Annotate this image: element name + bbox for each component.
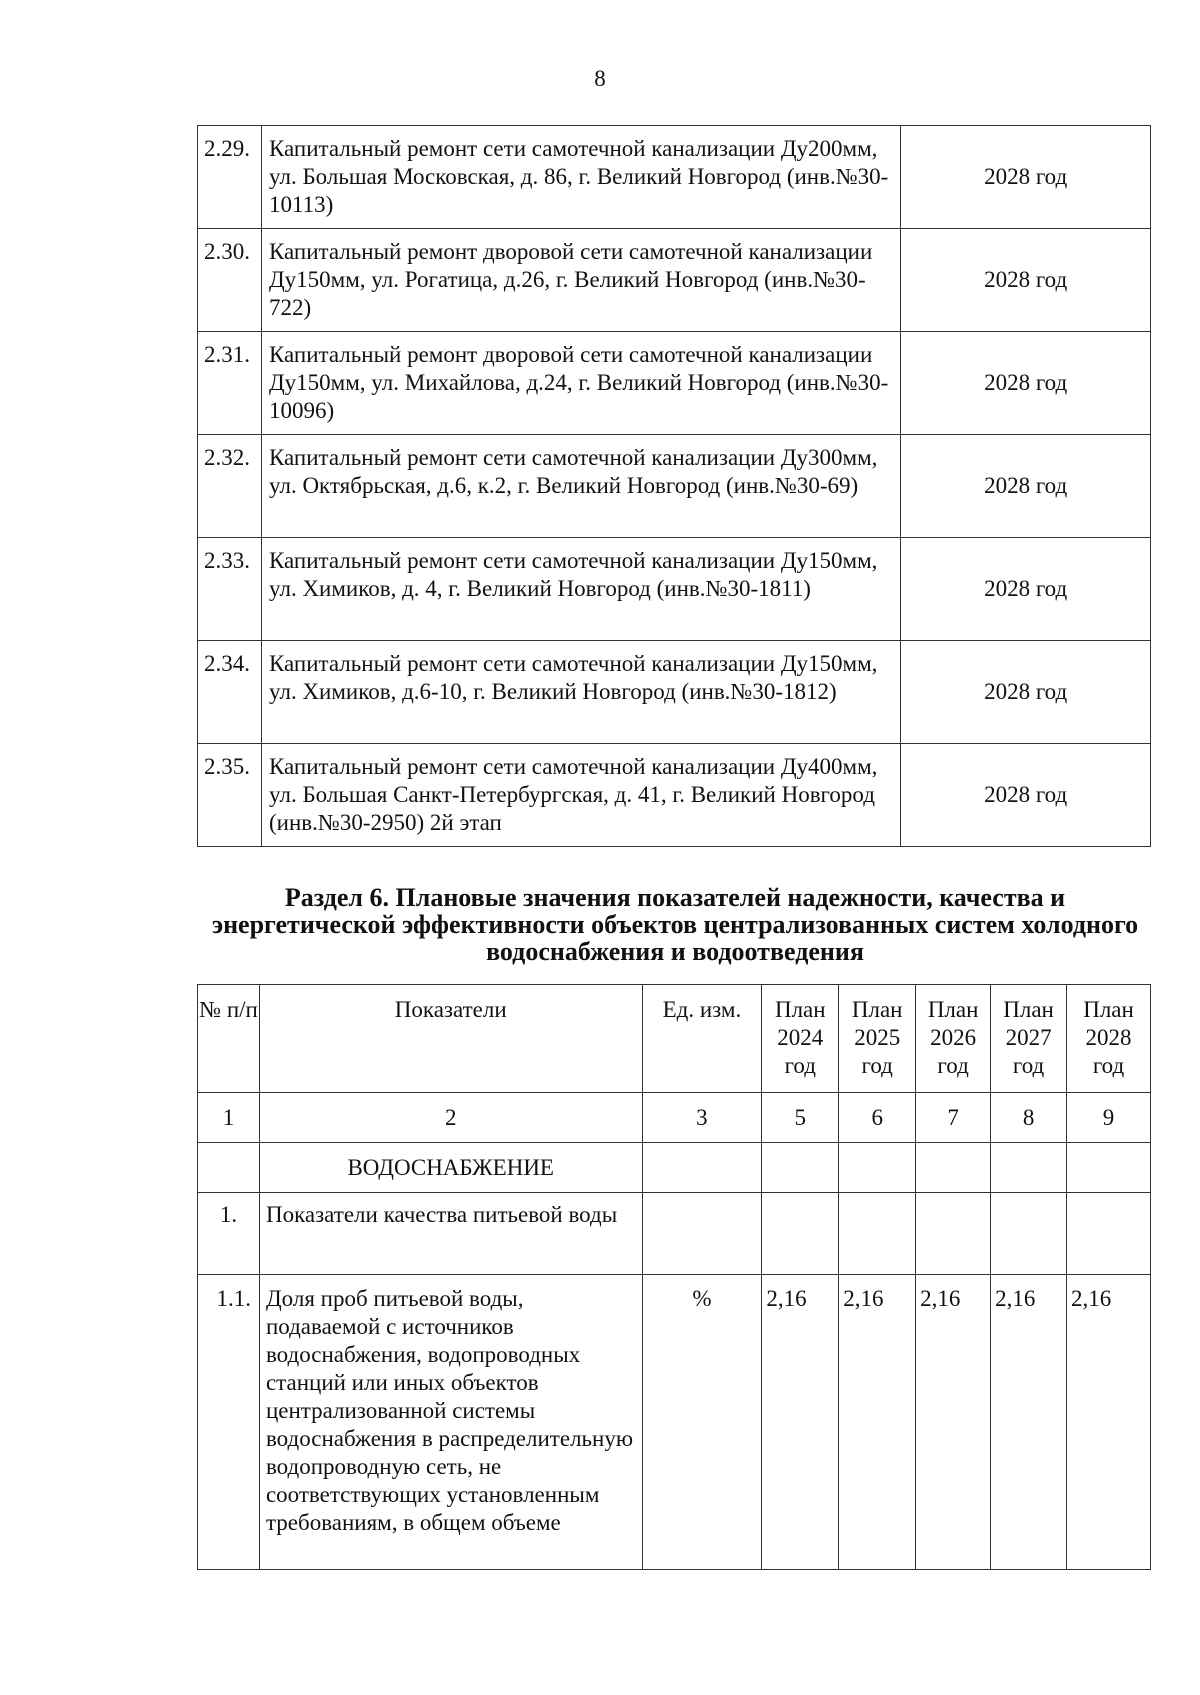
empty-cell <box>991 1143 1067 1193</box>
column-number: 1 <box>198 1093 260 1143</box>
empty-cell <box>839 1143 916 1193</box>
indicators-table <box>197 984 1151 1570</box>
repair-row <box>198 538 1151 641</box>
repair-year: 2028 год <box>901 126 1151 229</box>
header-cell: Ед. изм. <box>642 985 762 1093</box>
section-row <box>198 1143 1151 1193</box>
indicator-text: Доля проб питьевой воды, подаваемой с источников водоснабжения, водопроводных станций или иных объектов централизованной системы водоснабжения в распределительную водопроводную сеть, не соответствующих установленным требованиям, в общем объеме <box>259 1275 642 1570</box>
header-cell: План 2025 год <box>839 985 916 1093</box>
plan-value: 2,16 <box>991 1275 1067 1570</box>
empty-cell <box>762 1193 839 1275</box>
plan-value: 2,16 <box>762 1275 839 1570</box>
plan-value: 2,16 <box>916 1275 991 1570</box>
repair-year: 2028 год <box>901 229 1151 332</box>
column-number: 7 <box>916 1093 991 1143</box>
repair-number: 2.30. <box>198 229 262 332</box>
repair-description: Капитальный ремонт дворовой сети самотечной канализации Ду150мм, ул. Михайлова, д.24, г. Великий Новгород (инв.№30-10096) <box>261 332 900 435</box>
header-cell: План 2024 год <box>762 985 839 1093</box>
repair-description: Капитальный ремонт сети самотечной канализации Ду150мм, ул. Химиков, д.6-10, г. Великий Новгород (инв.№30-1812) <box>261 641 900 744</box>
header-cell: План 2026 год <box>916 985 991 1093</box>
repair-description: Капитальный ремонт сети самотечной канализации Ду150мм, ул. Химиков, д. 4, г. Великий Новгород (инв.№30-1811) <box>261 538 900 641</box>
capital-repair-table <box>197 125 1151 847</box>
plan-value: 2,16 <box>839 1275 916 1570</box>
repair-number: 2.29. <box>198 126 262 229</box>
repair-row <box>198 126 1151 229</box>
header-cell: № п/п <box>198 985 260 1093</box>
repair-row <box>198 435 1151 538</box>
column-number: 9 <box>1067 1093 1151 1143</box>
column-number: 3 <box>642 1093 762 1143</box>
indicator-unit: % <box>642 1275 762 1570</box>
repair-description: Капитальный ремонт сети самотечной канализации Ду200мм, ул. Большая Московская, д. 86, г. Великий Новгород (инв.№30-10113) <box>261 126 900 229</box>
empty-cell <box>1067 1193 1151 1275</box>
repair-row <box>198 641 1151 744</box>
header-cell: План 2028 год <box>1067 985 1151 1093</box>
header-cell: План 2027 год <box>991 985 1067 1093</box>
header-cell: Показатели <box>259 985 642 1093</box>
repair-year: 2028 год <box>901 744 1151 847</box>
column-number-row <box>198 1093 1151 1143</box>
page-number: 8 <box>594 66 606 91</box>
empty-cell <box>642 1143 762 1193</box>
column-number: 8 <box>991 1093 1067 1143</box>
repair-row <box>198 229 1151 332</box>
indicator-row <box>198 1275 1151 1570</box>
repair-number: 2.33. <box>198 538 262 641</box>
empty-cell <box>642 1193 762 1275</box>
empty-cell <box>991 1193 1067 1275</box>
repair-description: Капитальный ремонт дворовой сети самотечной канализации Ду150мм, ул. Рогатица, д.26, г. Великий Новгород (инв.№30-722) <box>261 229 900 332</box>
plan-value: 2,16 <box>1067 1275 1151 1570</box>
repair-description: Капитальный ремонт сети самотечной канализации Ду400мм, ул. Большая Санкт-Петербургская, д. 41, г. Великий Новгород (инв.№30-2950) 2й этап <box>261 744 900 847</box>
repair-row <box>198 332 1151 435</box>
repair-number: 2.35. <box>198 744 262 847</box>
group-row <box>198 1193 1151 1275</box>
empty-cell <box>762 1143 839 1193</box>
section-title: Раздел 6. Плановые значения показателей надежности, качества и энергетической эффективности объектов централизованных систем холодного водоснабжения и водоотведения <box>211 883 1139 966</box>
repair-year: 2028 год <box>901 332 1151 435</box>
repair-row <box>198 744 1151 847</box>
repair-number: 2.34. <box>198 641 262 744</box>
repair-description: Капитальный ремонт сети самотечной канализации Ду300мм, ул. Октябрьская, д.6, к.2, г. Великий Новгород (инв.№30-69) <box>261 435 900 538</box>
indicators-header-row <box>198 985 1151 1093</box>
column-number: 2 <box>259 1093 642 1143</box>
empty-cell <box>198 1143 260 1193</box>
empty-cell <box>916 1193 991 1275</box>
section-label: ВОДОСНАБЖЕНИЕ <box>259 1143 642 1193</box>
repair-year: 2028 год <box>901 641 1151 744</box>
column-number: 6 <box>839 1093 916 1143</box>
empty-cell <box>839 1193 916 1275</box>
empty-cell <box>916 1143 991 1193</box>
repair-year: 2028 год <box>901 435 1151 538</box>
indicator-number: 1.1. <box>198 1275 260 1570</box>
repair-number: 2.31. <box>198 332 262 435</box>
group-number: 1. <box>198 1193 260 1275</box>
column-number: 5 <box>762 1093 839 1143</box>
group-text: Показатели качества питьевой воды <box>259 1193 642 1275</box>
repair-number: 2.32. <box>198 435 262 538</box>
empty-cell <box>1067 1143 1151 1193</box>
repair-year: 2028 год <box>901 538 1151 641</box>
